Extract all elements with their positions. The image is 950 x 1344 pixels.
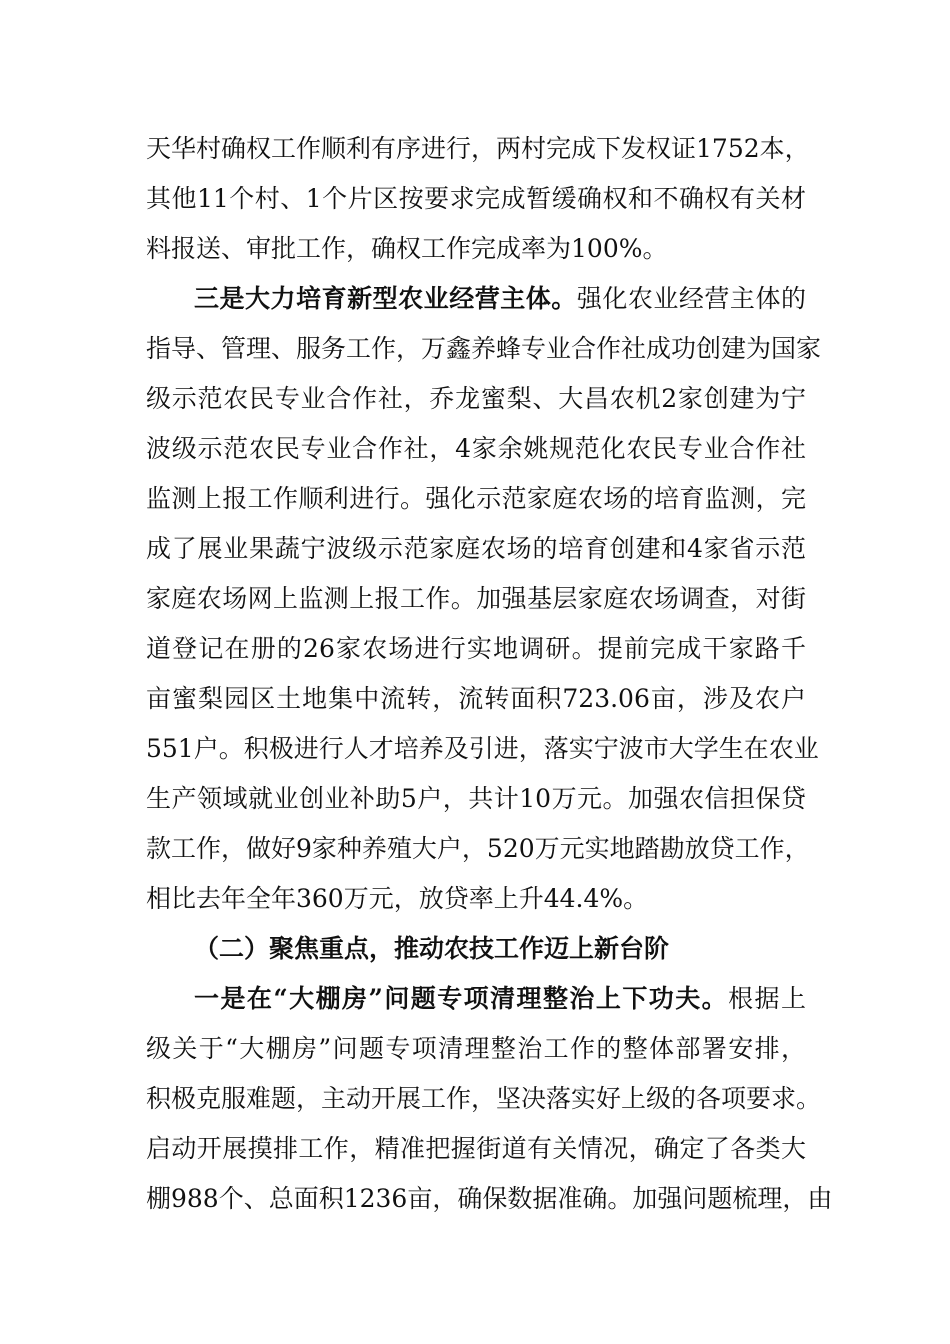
paragraph-lead: 三是大力培育新型农业经营主体。 — [194, 284, 577, 313]
body-text-line: 棚988个、总面积1236亩，确保数据准确。加强问题梳理，由 — [146, 1184, 833, 1213]
body-text-line: 指导、管理、服务工作，万鑫养蜂专业合作社成功创建为国家 — [146, 334, 822, 363]
body-text-line: 道登记在册的26家农场进行实地调研。提前完成干家路千 — [146, 634, 806, 663]
body-text-line: 其他11个村、1个片区按要求完成暂缓确权和不确权有关材 — [146, 184, 806, 213]
body-text-line: 监测上报工作顺利进行。强化示范家庭农场的培育监测，完 — [146, 484, 806, 513]
body-text-line: 级关于“大棚房”问题专项清理整治工作的整体部署安排， — [146, 1034, 806, 1063]
body-text-line: 生产领域就业创业补助5户，共计10万元。加强农信担保贷 — [146, 784, 806, 813]
paragraph-first-line — [194, 974, 806, 1024]
body-text-line: 波级示范农民专业合作社，4家余姚规范化农民专业合作社 — [146, 434, 806, 463]
section-heading: （二）聚焦重点，推动农技工作迈上新台阶 — [194, 934, 670, 963]
body-text-line: 料报送、审批工作，确权工作完成率为100%。 — [146, 234, 668, 263]
body-text: 强化农业经营主体的 — [576, 284, 806, 313]
body-text-line: 天华村确权工作顺利有序进行，两村完成下发权证1752本， — [146, 134, 810, 163]
body-text-line: 相比去年全年360万元，放贷率上升44.4%。 — [146, 884, 649, 913]
body-text-line: 家庭农场网上监测上报工作。加强基层家庭农场调查，对街 — [146, 584, 806, 613]
body-text-line: 成了展业果蔬宁波级示范家庭农场的培育创建和4家省示范 — [146, 534, 806, 563]
body-text-line: 亩蜜梨园区土地集中流转，流转面积723.06亩，涉及农户 — [146, 684, 806, 713]
paragraph-first-line — [194, 274, 806, 324]
body-text-line: 积极克服难题，主动开展工作，坚决落实好上级的各项要求。 — [146, 1084, 822, 1113]
body-text-line: 级示范农民专业合作社，乔龙蜜梨、大昌农机2家创建为宁 — [146, 384, 806, 413]
body-text-line: 启动开展摸排工作，精准把握街道有关情况，确定了各类大 — [146, 1134, 806, 1163]
paragraph-lead: 一是在“大棚房”问题专项清理整治上下功夫。 — [194, 984, 729, 1013]
body-text-line: 551户。积极进行人才培养及引进，落实宁波市大学生在农业 — [146, 734, 819, 763]
body-text: 根据上 — [728, 984, 806, 1013]
body-text-line: 款工作，做好9家种养殖大户，520万元实地踏勘放贷工作， — [146, 834, 810, 863]
